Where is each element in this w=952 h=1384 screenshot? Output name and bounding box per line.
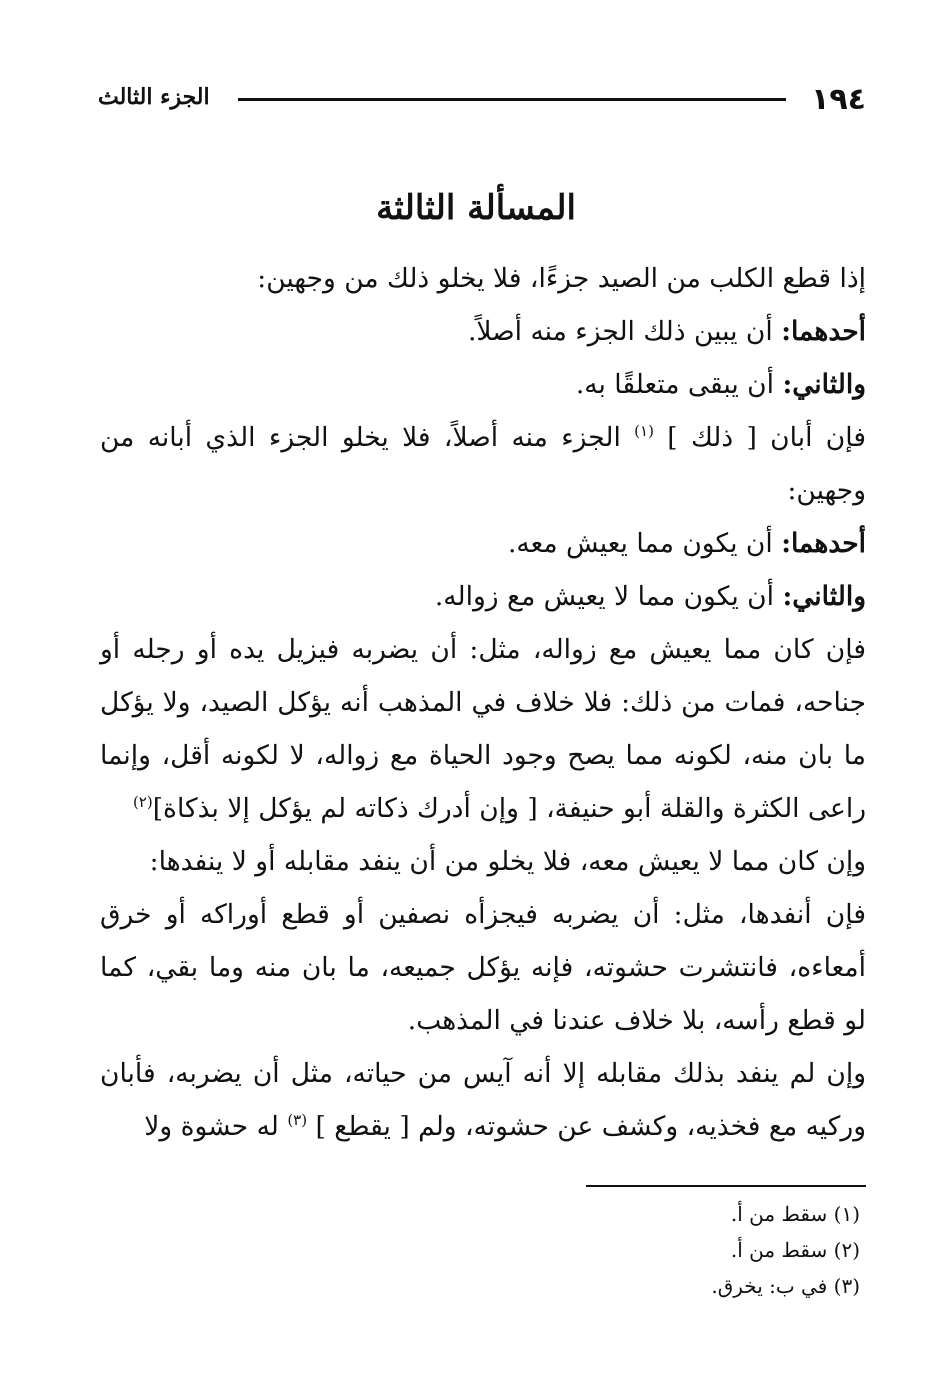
- paragraph: والثاني: أن يكون مما لا يعيش مع زواله.: [434, 581, 866, 612]
- header-rule: [238, 98, 786, 101]
- page-header: [98, 80, 866, 120]
- paragraph: فإن أنفدها، مثل: أن يضربه فيجزأه نصفين أو قطع أوراكه أو خرق أمعاءه، فانتشرت حشوته، فإنه يؤكل جميعه، ما بان منه وما بقي، كما لو قطع رأسه، بلا خلاف عندنا في المذهب.: [100, 899, 866, 1036]
- paragraph: فإن أبان [ ذلك ] $^{(١)}$ الجزء منه أصلاً، فلا يخلو الجزء الذي أبانه من وجهين:: [100, 422, 866, 506]
- body-text: [100, 252, 866, 1153]
- part-title: الجزء الثالث: [98, 84, 210, 110]
- page-number: ١٩٤: [811, 82, 866, 117]
- paragraph: إذا قطع الكلب من الصيد جزءًا، فلا يخلو ذلك من وجهين:: [257, 263, 866, 294]
- footnote-rule: [586, 1185, 866, 1187]
- footnote-marker: (٢): [132, 793, 153, 812]
- paragraph: أحدهما: أن يكون مما يعيش معه.: [507, 528, 866, 559]
- paragraph: والثاني: أن يبقى متعلقًا به.: [575, 369, 866, 400]
- footnote: (٣) في ب: يخرق.: [711, 1274, 860, 1298]
- footnote: (٢) سقط من أ.: [730, 1238, 860, 1262]
- footnotes: [711, 1196, 860, 1304]
- footnote: (١) سقط من أ.: [730, 1202, 860, 1226]
- paragraph: وإن كان مما لا يعيش معه، فلا يخلو من أن ينفد مقابله أو لا ينفدها:: [149, 846, 866, 877]
- footnote-marker: (١): [634, 422, 654, 441]
- footnote-marker: (٣): [287, 1111, 308, 1130]
- paragraph: وإن لم ينفد بذلك مقابله إلا أنه آيس من حياته، مثل أن يضربه، فأبان وركيه مع فخذيه، وكشف عن حشوته، ولم [ يقطع ] $^{(٣)}$ له حشوة ولا: [100, 1058, 866, 1142]
- paragraph: فإن كان مما يعيش مع زواله، مثل: أن يضربه فيزيل يده أو رجله أو جناحه، فمات من ذلك: فلا خلاف في المذهب أنه يؤكل الصيد، ولا يؤكل ما بان منه، لكونه مما يصح وجود الحياة مع زواله، لا لكونه أقل، وإنما راعى الكثرة والقلة أبو حنيفة، [ وإن أدرك ذكاته لم يؤكل إلا بذكاة]$^{(٢)}$: [100, 634, 866, 824]
- section-title: المسألة الثالثة: [376, 188, 576, 228]
- paragraph: أحدهما: أن يبين ذلك الجزء منه أصلاً.: [467, 316, 866, 347]
